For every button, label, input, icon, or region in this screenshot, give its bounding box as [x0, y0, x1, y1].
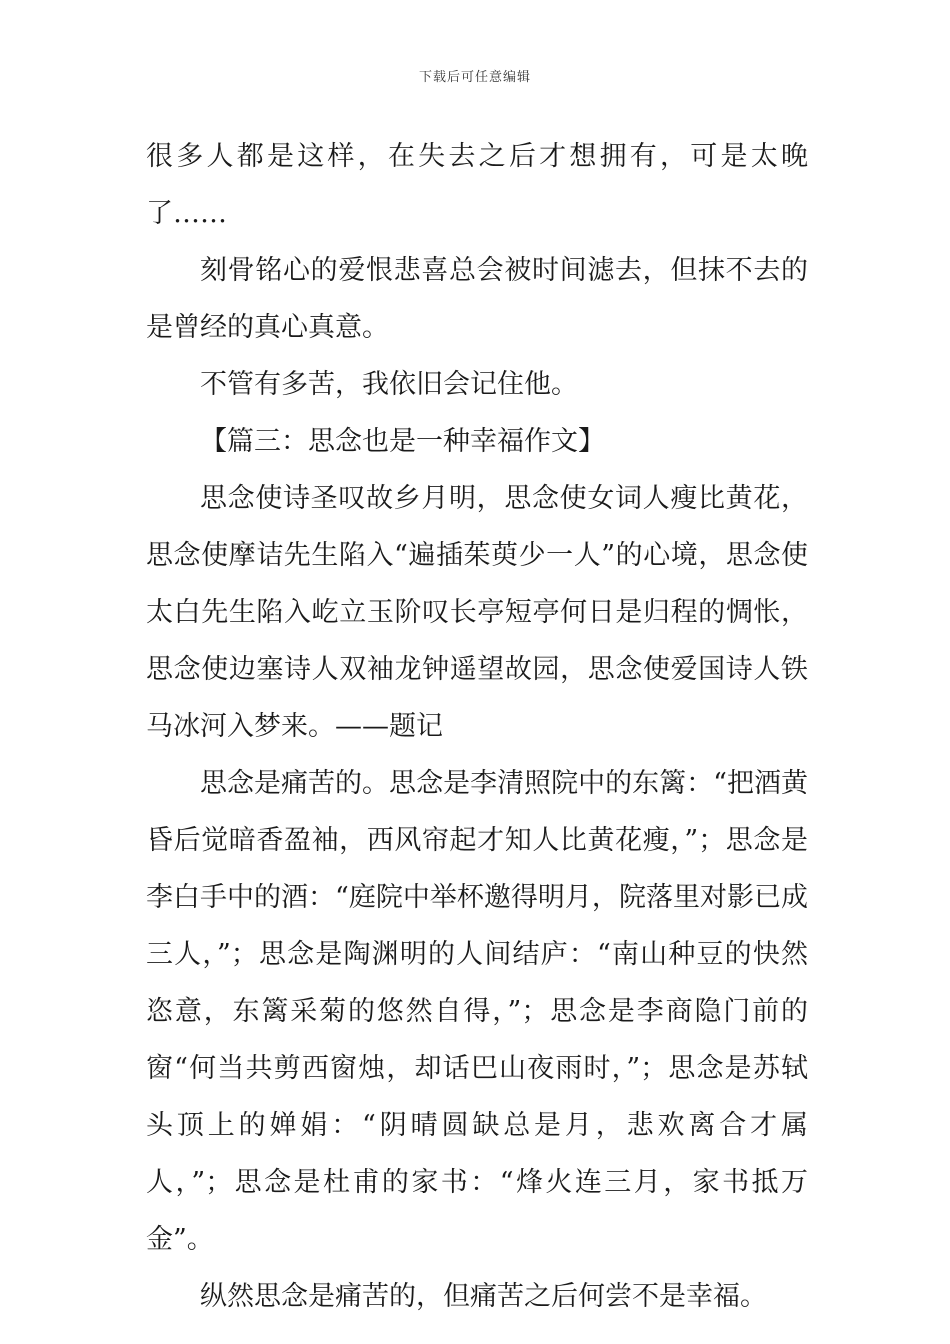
- paragraph-epigraph: 思念使诗圣叹故乡月明，思念使女词人瘦比黄花，思念使摩诘先生陷入“遍插茱萸少一人”的心境，思念使太白先生陷入屹立玉阶叹长亭短亭何日是归程的惆怅，思念使边塞诗人双袖龙钟遥望故园，思念使爱国诗人铁马冰河入梦来。——题记: [146, 483, 808, 742]
- paragraph-5: 思念是痛苦的。思念是李清照院中的东篱：“把酒黄昏后觉暗香盈袖，西风帘起才知人比黄花瘦，”；思念是李白手中的酒：“庭院中举杯邀得明月，院落里对影已成三人，”；思念是陶渊明的人间结庐：“南山种豆的快然恣意，东篱采菊的悠然自得，”；思念是李商隐门前的窗“何当共剪西窗烛，却话巴山夜雨时，”；思念是苏轼头顶上的婵娟：“阴晴圆缺总是月，悲欢离合才属人，”；思念是杜甫的家书：“烽火连三月，家书抵万金”。: [146, 768, 808, 1255]
- document-body: [146, 128, 808, 1325]
- paragraph-2: 刻骨铭心的爱恨悲喜总会被时间滤去，但抹不去的是曾经的真心真意。: [146, 255, 808, 343]
- paragraph-6: 纵然思念是痛苦的，但痛苦之后何尝不是幸福。: [200, 1281, 767, 1312]
- paragraph-3: 不管有多苦，我依旧会记住他。: [200, 369, 578, 400]
- paragraph-1: 很多人都是这样，在失去之后才想拥有，可是太晚了……: [146, 141, 808, 229]
- section-title: 【篇三：思念也是一种幸福作文】: [200, 426, 605, 457]
- header-note: 下载后可任意编辑: [418, 70, 531, 85]
